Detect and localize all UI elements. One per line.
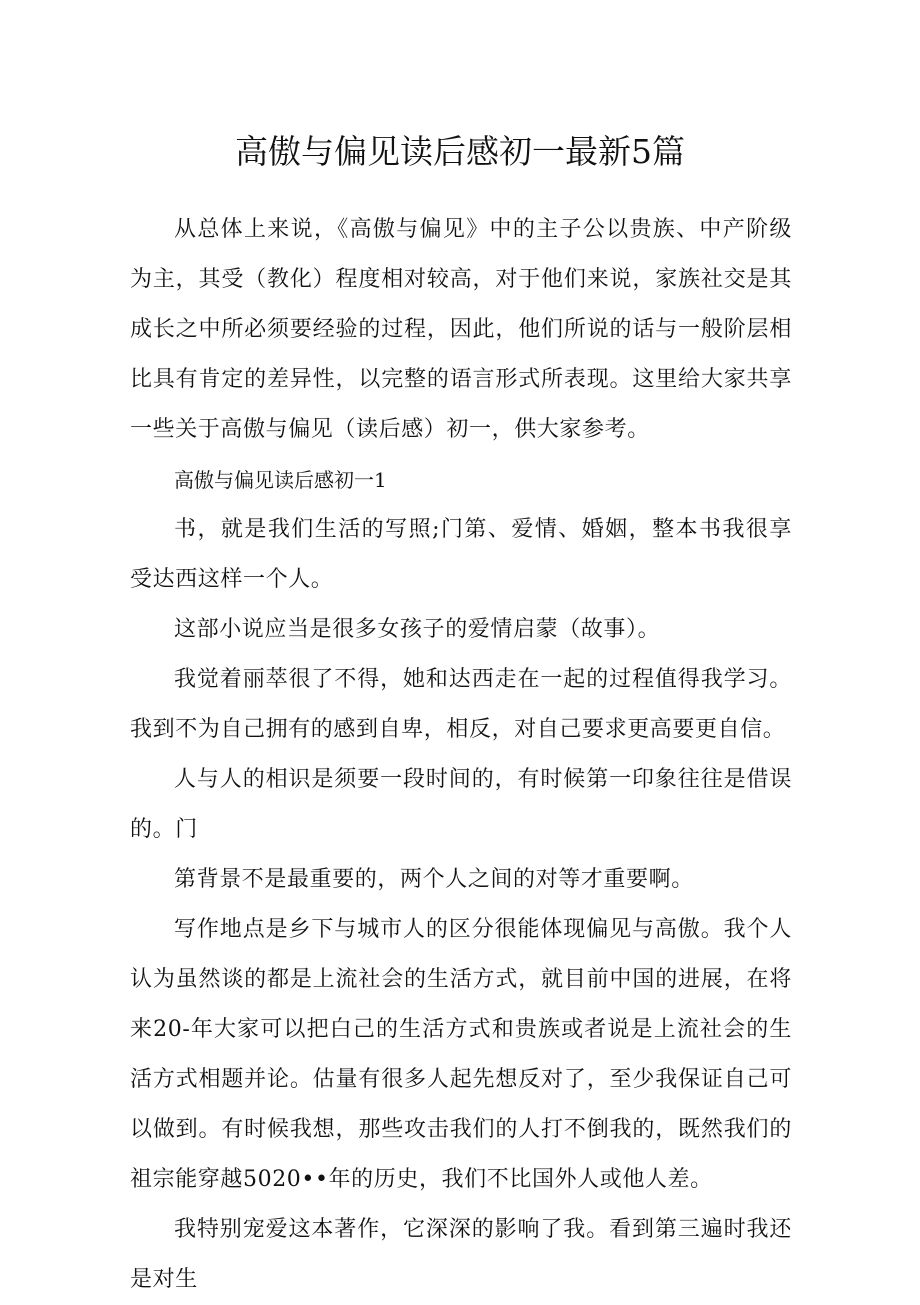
paragraph: 人与人的相识是须要一段时间的，有时候第一印象往往是借误的。门 bbox=[130, 767, 792, 842]
section-heading-1: 高傲与偏见读后感初一1 bbox=[174, 468, 387, 492]
paragraph: 写作地点是乡下与城市人的区分很能体现偏见与高傲。我个人认为虽然谈的都是上流社会的生活方式，就目前中国的进展，在将来20-年大家可以把白己的生活方式和贵族或者说是上流社会的生活方式相题并论。估量有很多人起先想反对了，至少我保证自己可以做到。有时候我想，那些攻击我们的人打不倒我的，既然我们的祖宗能穿越5020••年的历史，我们不比国外人或他人差。 bbox=[130, 917, 792, 1192]
paragraph: 书，就是我们生活的写照;门第、爱情、婚姻，整本书我很享受达西这样一个人。 bbox=[130, 517, 792, 592]
paragraph: 第背景不是最重要的，两个人之间的对等才重要啊。 bbox=[174, 867, 694, 892]
paragraph: 这部小说应当是很多女孩子的爱情启蒙（故事）。 bbox=[174, 617, 661, 642]
document-body bbox=[130, 205, 792, 1305]
paragraph-intro: 从总体上来说，《高傲与偏见》中的主子公以贵族、中产阶级为主，其受（教化）程度相对较高，对于他们来说，家族社交是其成长之中所必须要经验的过程，因此，他们所说的话与一般阶层相比具有肯定的差异性，以完整的语言形式所表现。这里给大家共享一些关于高傲与偏见（读后感）初一，供大家参考。 bbox=[130, 217, 792, 442]
document-title: 高傲与偏见读后感初一最新5篇 bbox=[235, 132, 685, 171]
paragraph: 我觉着丽萃很了不得，她和达西走在一起的过程值得我学习。我到不为自己拥有的感到自卑，相反，对自己要求更高要更自信。 bbox=[130, 667, 792, 742]
paragraph: 我特别宠爱这本著作，它深深的影响了我。看到第三遍时我还是对生 bbox=[130, 1217, 792, 1292]
